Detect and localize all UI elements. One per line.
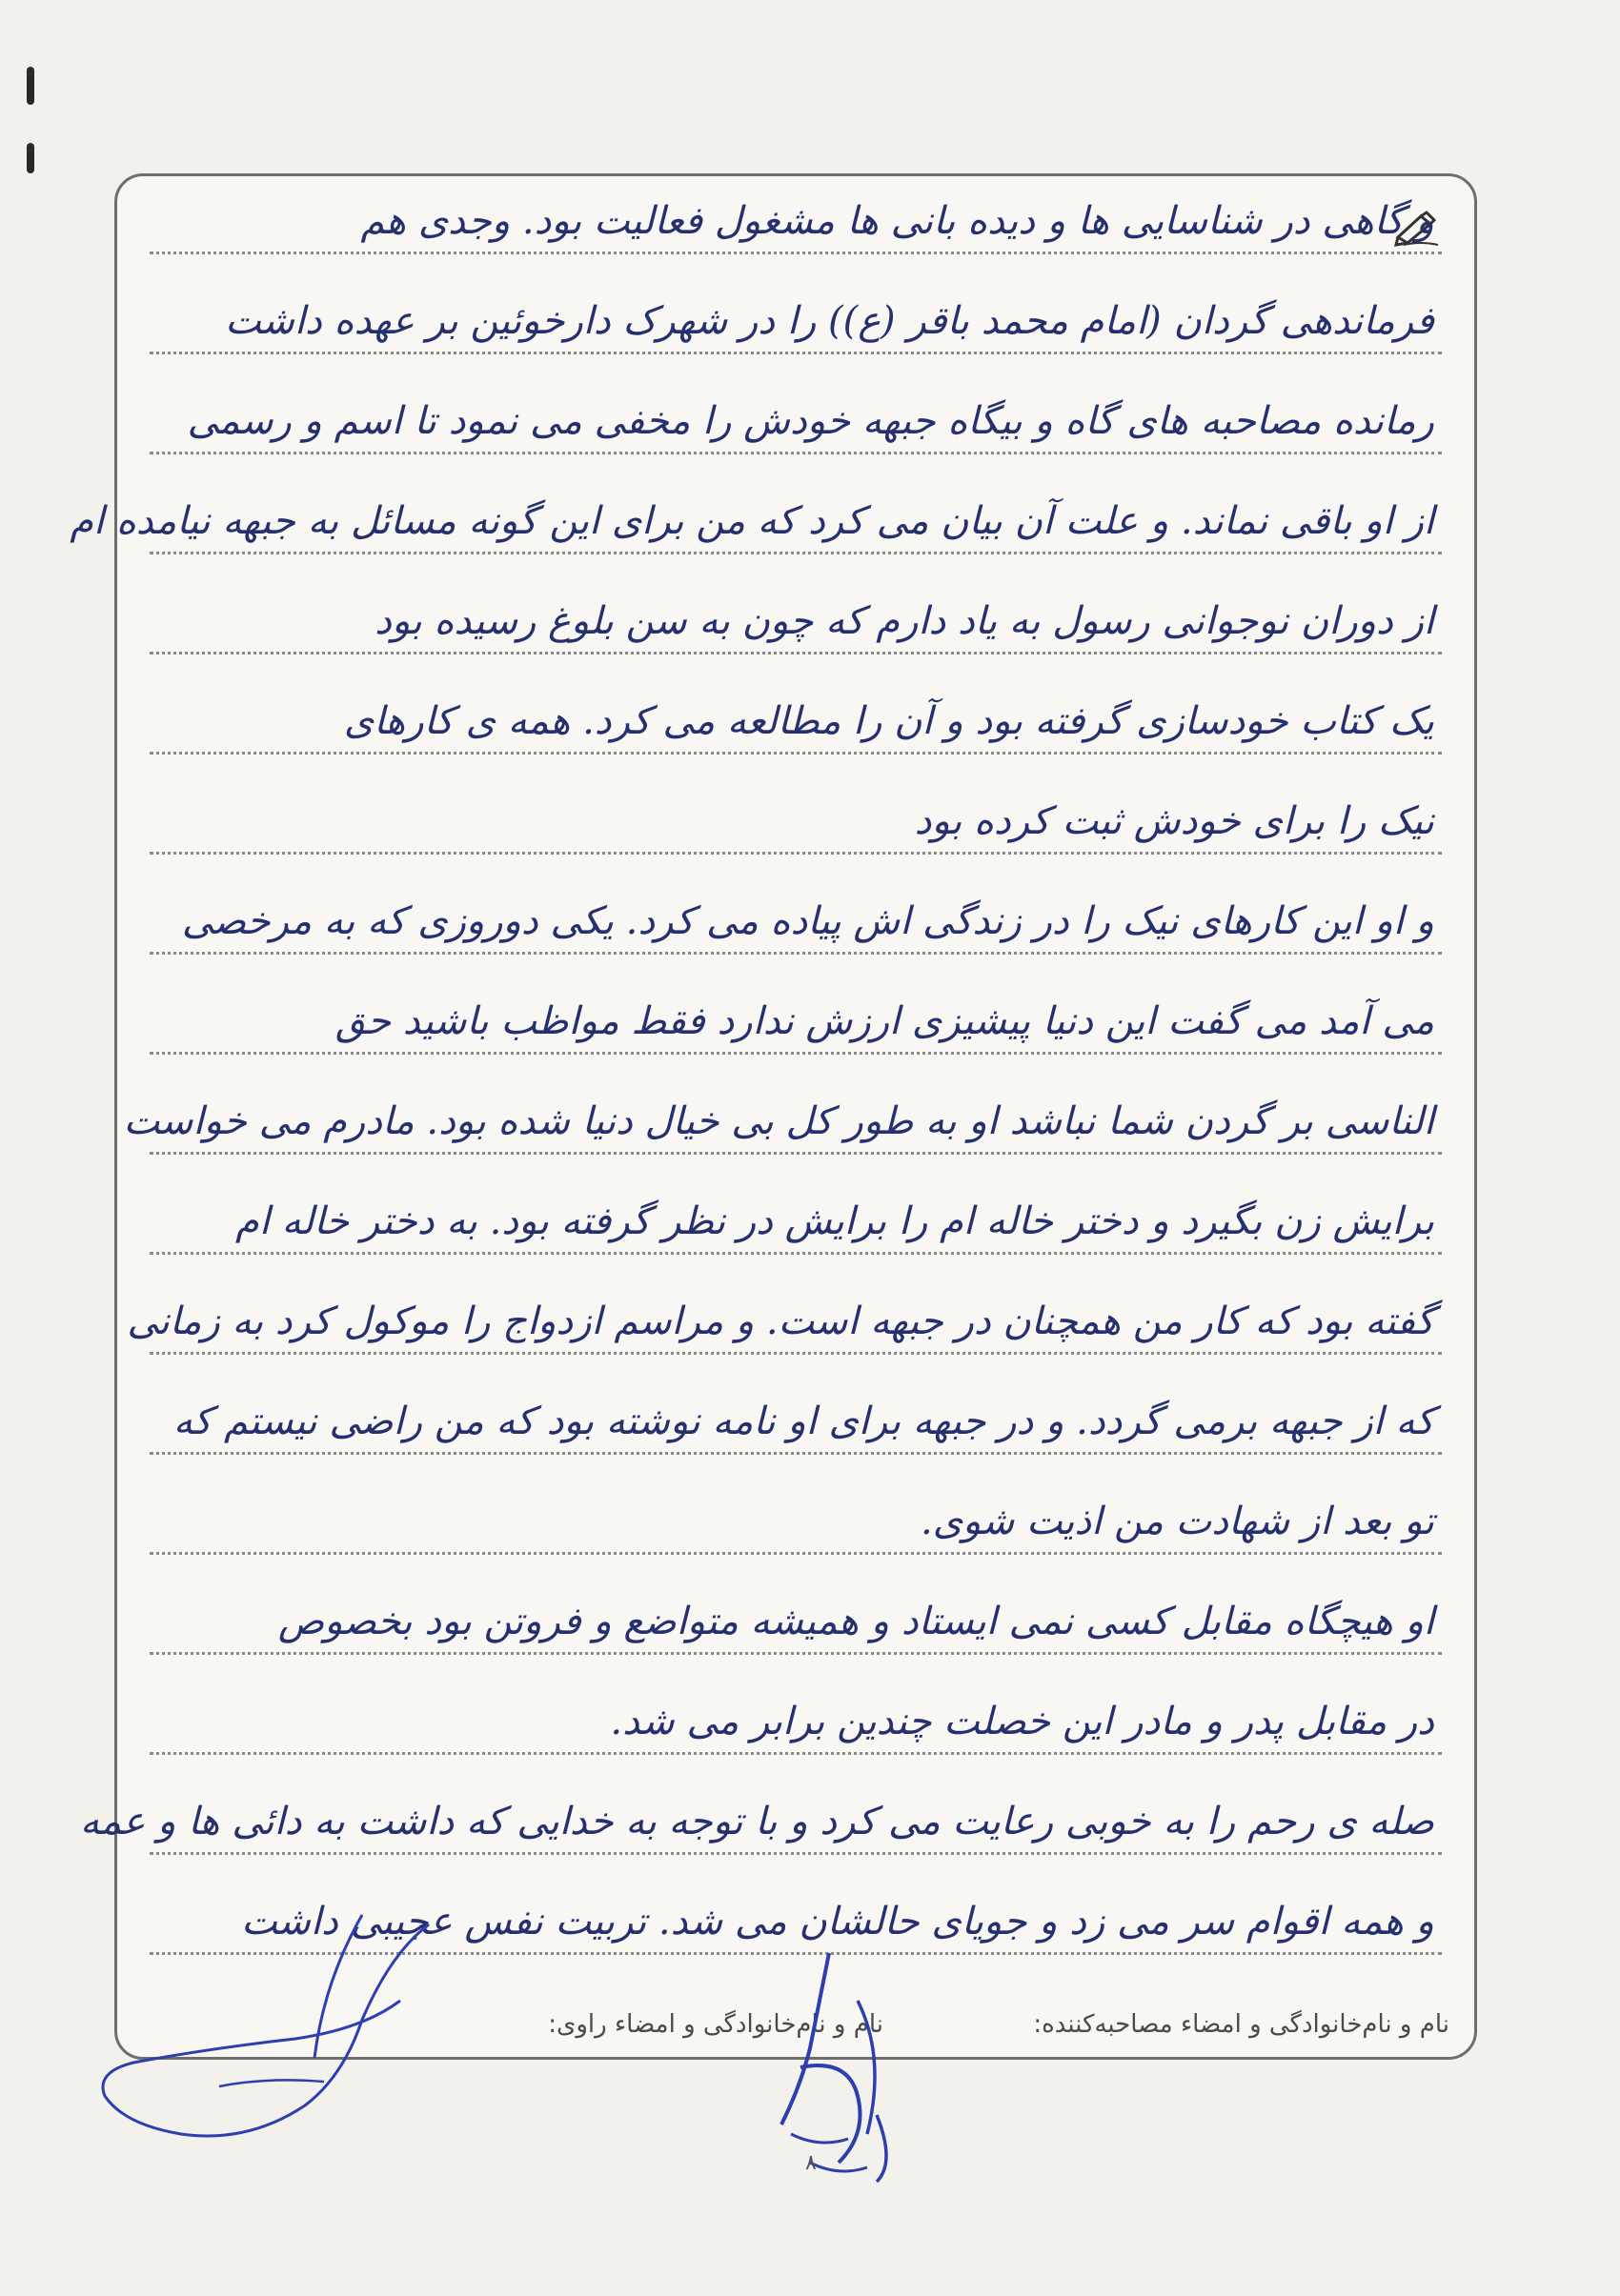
signature-footer — [117, 2010, 1474, 2048]
notebook-page — [70, 173, 1477, 2060]
handwritten-text: که از جبهه برمی گردد. و در جبهه برای او نامه نوشته بود که من راضی نیستم که — [172, 1400, 1434, 1443]
handwritten-text: رمانده مصاحبه های گاه و بیگاه جبهه خودش را مخفی می نمود تا اسم و رسمی — [187, 399, 1434, 443]
handwritten-text: گفته بود که کار من همچنان در جبهه است. و مراسم ازدواج را موکول کرد به زمانی — [127, 1299, 1434, 1343]
handwritten-text: تو بعد از شهادت من اذیت شوی. — [921, 1500, 1434, 1543]
text-line — [70, 476, 1442, 554]
text-line — [150, 376, 1442, 454]
text-line — [150, 276, 1442, 354]
text-line — [150, 1677, 1442, 1755]
text-line — [150, 1477, 1442, 1555]
text-line — [150, 876, 1442, 955]
handwritten-text: از دوران نوجوانی رسول به یاد دارم که چون به سن بلوغ رسیده بود — [375, 599, 1434, 643]
handwritten-text: در مقابل پدر و مادر این خصلت چندین برابر می شد. — [610, 1700, 1434, 1743]
handwritten-text: برایش زن بگیرد و دختر خاله ام را برایش در نظر گرفته بود. به دختر خاله ام — [235, 1199, 1434, 1243]
narrator-signature-label: نام و نام‌خانوادگی و امضاء راوی: — [548, 2010, 883, 2039]
margin-mark-bottom — [27, 143, 34, 173]
handwritten-text: و همه اقوام سر می زد و جویای حالشان می شد. تربیت نفس عجیبی داشت — [241, 1900, 1434, 1944]
handwritten-text: و گاهی در شناسایی ها و دیده بانی ها مشغول فعالیت بود. وجدی هم — [360, 199, 1434, 243]
interviewer-signature-label: نام و نام‌خانوادگی و امضاء مصاحبه‌کننده: — [1033, 2010, 1449, 2039]
text-line — [150, 776, 1442, 855]
handwritten-text: الناسی بر گردن شما نباشد او به طور کل بی خیال دنیا شده بود. مادرم می خواست — [123, 1099, 1434, 1143]
handwritten-text: یک کتاب خودسازی گرفته بود و آن را مطالعه می کرد. همه ی کارهای — [343, 699, 1434, 743]
text-line — [80, 1777, 1442, 1855]
text-line — [127, 1277, 1442, 1355]
text-line — [150, 1377, 1442, 1455]
handwritten-text: صله ی رحم را به خوبی رعایت می کرد و با توجه به خدایی که داشت به دائی ها و عمه — [80, 1800, 1434, 1843]
text-line — [123, 1077, 1442, 1155]
handwritten-text: نیک را برای خودش ثبت کرده بود — [914, 799, 1434, 843]
text-line — [150, 977, 1442, 1055]
handwritten-text: و او این کارهای نیک را در زندگی اش پیاده می کرد. یکی دوروزی که به مرخصی — [181, 899, 1434, 943]
handwritten-text: فرماندهی گردان (امام محمد باقر (ع)) را در شهرک دارخوئین بر عهده داشت — [225, 299, 1434, 343]
text-line — [150, 1177, 1442, 1255]
handwritten-lines — [70, 176, 1442, 2024]
text-line — [150, 1877, 1442, 1955]
handwritten-text: از او باقی نماند. و علت آن بیان می کرد که من برای این گونه مسائل به جبهه نیامده ام — [70, 499, 1434, 543]
text-line — [150, 676, 1442, 755]
text-line — [150, 1577, 1442, 1655]
handwritten-text: او هیچگاه مقابل کسی نمی ایستاد و همیشه متواضع و فروتن بود بخصوص — [277, 1600, 1434, 1643]
page-number: ۸ — [805, 2151, 817, 2175]
handwritten-text: می آمد می گفت این دنیا پیشیزی ارزش ندارد فقط مواظب باشید حق — [334, 999, 1434, 1043]
margin-mark-top — [27, 67, 34, 105]
text-line — [150, 576, 1442, 655]
text-line — [150, 176, 1442, 254]
